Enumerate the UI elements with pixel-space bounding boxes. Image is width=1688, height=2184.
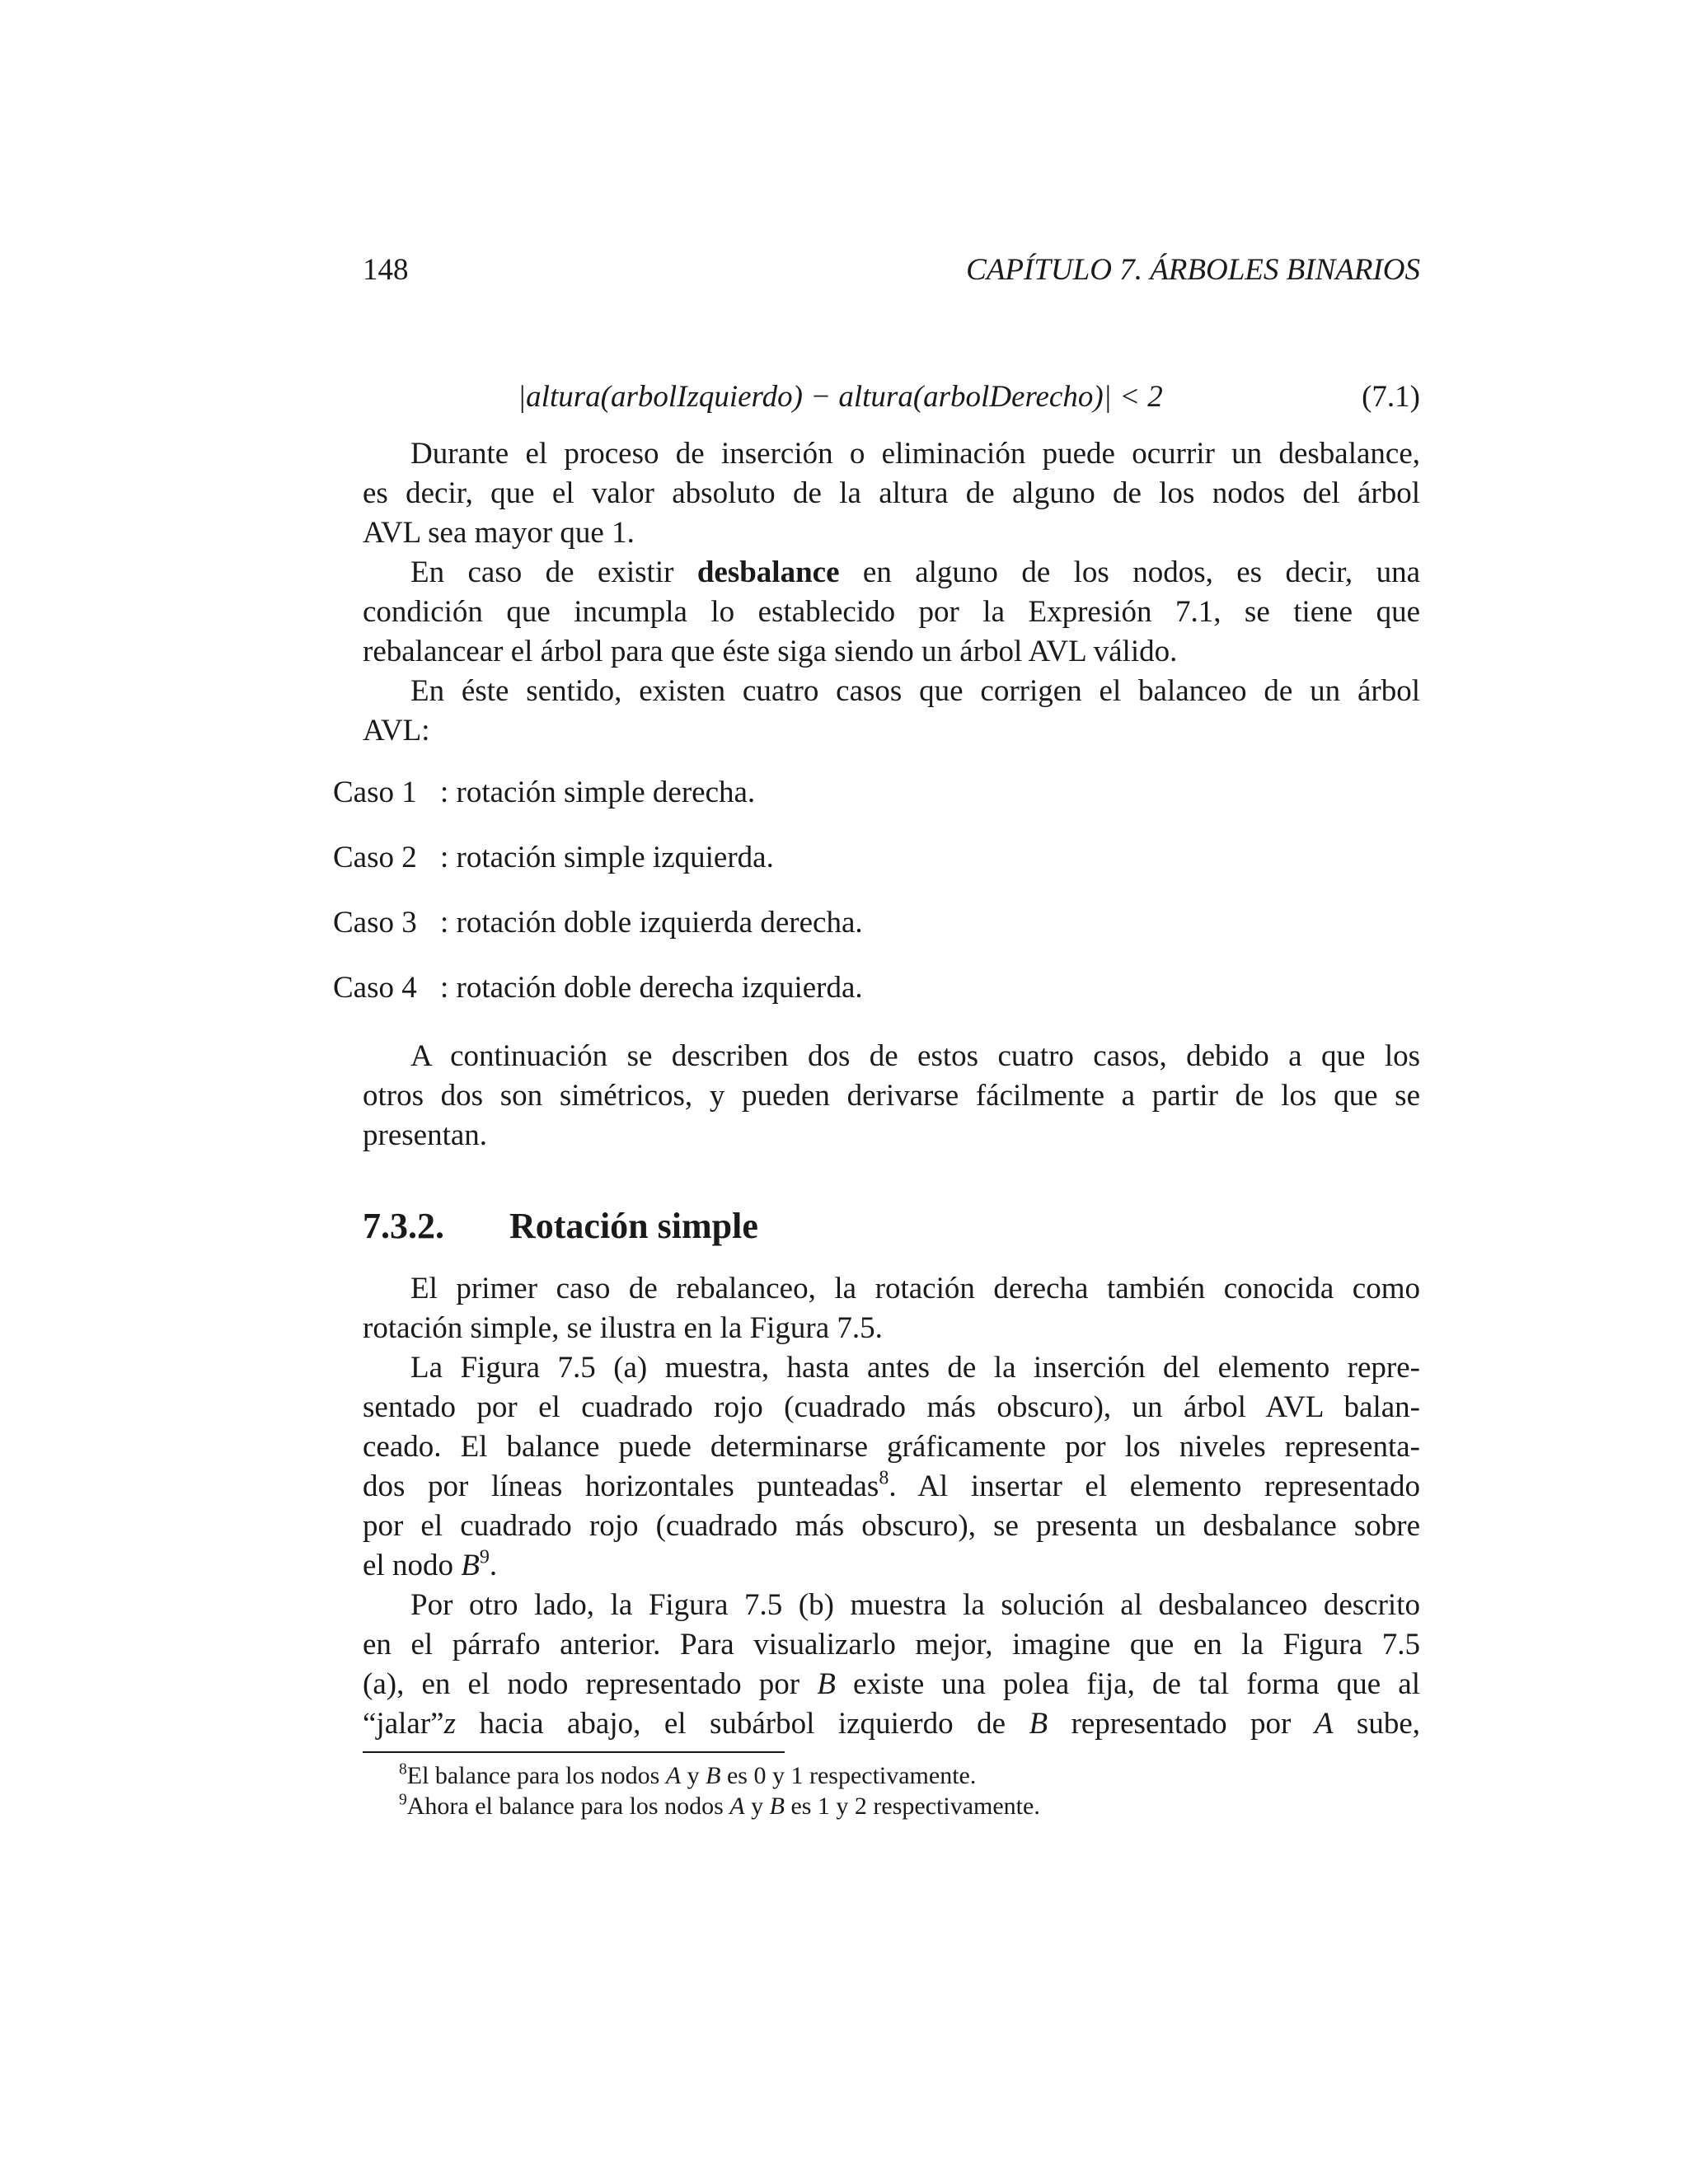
- footnote: [399, 1762, 976, 1790]
- text-run: es 1 y 2 respectivamente.: [784, 1793, 1040, 1820]
- text-run: en alguno de los nodos, es decir, una: [839, 555, 1420, 589]
- math-var: A: [665, 1762, 682, 1789]
- case-item: [333, 840, 774, 875]
- math-var: B: [1029, 1707, 1048, 1741]
- paragraph-desbalance: [363, 434, 1420, 553]
- case-text: : rotación simple derecha.: [440, 776, 756, 809]
- text-run: (a), en el nodo representado por: [363, 1667, 818, 1701]
- math-var: A: [729, 1793, 745, 1820]
- text-line: [363, 553, 1420, 593]
- text-run: es 0 y 1 respectivamente.: [720, 1762, 977, 1789]
- text-run: “jalar”: [363, 1707, 444, 1741]
- text-line: presentan.: [363, 1118, 488, 1152]
- equation-7-1: |altura(arbolIzquierdo) − altura(arbolDerecho)| < 2: [518, 380, 1163, 414]
- case-text: : rotación doble izquierda derecha.: [440, 906, 863, 940]
- footnote-mark: 8: [399, 1760, 407, 1779]
- text-line: sentado por el cuadrado rojo (cuadrado más obscuro), un árbol AVL balan-: [363, 1390, 1420, 1424]
- text-line: [363, 1704, 1420, 1744]
- paragraph-figura-b: [363, 1586, 1420, 1744]
- text-run: Ahora el balance para los nodos: [406, 1793, 730, 1820]
- text-run: existe una polea fija, de tal forma que al: [835, 1667, 1420, 1701]
- case-label: Caso 2: [333, 841, 417, 874]
- text-line: Por otro lado, la Figura 7.5 (b) muestra la solución al desbalanceo descrito: [410, 1588, 1420, 1622]
- math-var: B: [769, 1793, 785, 1820]
- text-line: Durante el proceso de inserción o eliminación puede ocurrir un desbalance,: [410, 437, 1420, 471]
- page-number: 148: [363, 253, 409, 287]
- text-run: sube,: [1333, 1707, 1420, 1741]
- case-label: Caso 3: [333, 906, 417, 940]
- case-label: Caso 4: [333, 971, 417, 1005]
- text-line: El primer caso de rebalanceo, la rotación derecha también conocida como: [410, 1272, 1420, 1305]
- footnote-mark: 9: [399, 1791, 407, 1809]
- text-run: .: [489, 1549, 498, 1582]
- section-number: 7.3.2.: [363, 1206, 444, 1246]
- text-line: ceado. El balance puede determinarse gráficamente por los niveles representa-: [363, 1430, 1420, 1464]
- text-line: En éste sentido, existen cuatro casos que corrigen el balanceo de un árbol: [410, 674, 1420, 708]
- case-text: : rotación simple izquierda.: [440, 841, 774, 874]
- text-line: condición que incumpla lo establecido por la Expresión 7.1, se tiene que: [363, 595, 1420, 629]
- math-var: B: [706, 1762, 721, 1789]
- text-line: [363, 1467, 1420, 1507]
- text-line: es decir, que el valor absoluto de la altura de alguno de los nodos del árbol: [363, 476, 1420, 510]
- case-item: [333, 905, 863, 940]
- text-run: hacia abajo, el subárbol izquierdo de: [455, 1707, 1029, 1741]
- case-item: [333, 775, 755, 810]
- section-heading: [363, 1205, 758, 1247]
- text-line: AVL:: [363, 714, 430, 748]
- case-item: [333, 970, 863, 1005]
- paragraph-figura-a: [363, 1348, 1420, 1586]
- math-var: A: [1314, 1707, 1334, 1741]
- text-line: [363, 1546, 1420, 1586]
- text-run: En caso de existir: [410, 555, 697, 589]
- case-text: : rotación doble derecha izquierda.: [440, 971, 863, 1005]
- text-line: AVL sea mayor que 1.: [363, 516, 635, 550]
- text-run: el nodo: [363, 1549, 462, 1582]
- text-line: otros dos son simétricos, y pueden derivarse fácilmente a partir de los que se: [363, 1079, 1420, 1113]
- math-var: z: [443, 1707, 456, 1741]
- text-line: A continuación se describen dos de estos cuatro casos, debido a que los: [410, 1039, 1420, 1073]
- text-run: y: [744, 1793, 770, 1820]
- text-run: dos por líneas horizontales punteadas: [363, 1469, 879, 1503]
- text-line: [363, 1665, 1420, 1704]
- text-line: La Figura 7.5 (a) muestra, hasta antes de la inserción del elemento repre-: [410, 1351, 1420, 1385]
- text-line: en el párrafo anterior. Para visualizarlo mejor, imagine que en la Figura 7.5: [363, 1628, 1420, 1661]
- paragraph-existir-desbalance: [363, 553, 1420, 672]
- paragraph-cuatro-casos: [363, 672, 1420, 751]
- footnote-rule: [363, 1751, 785, 1753]
- section-title: Rotación simple: [509, 1206, 758, 1246]
- text-line: rebalancear el árbol para que éste siga siendo un árbol AVL válido.: [363, 635, 1178, 668]
- chapter-header: CAPÍTULO 7. ÁRBOLES BINARIOS: [966, 253, 1420, 287]
- text-run: El balance para los nodos: [406, 1762, 666, 1789]
- footnote: [399, 1793, 1040, 1821]
- footnote-ref: 8: [879, 1467, 889, 1489]
- bold-term: desbalance: [696, 555, 840, 589]
- footnote-ref: 9: [479, 1546, 490, 1568]
- text-run: . Al insertar el elemento representado: [889, 1469, 1420, 1503]
- text-run: representado por: [1048, 1707, 1315, 1741]
- math-var: B: [461, 1549, 480, 1582]
- math-var: B: [817, 1667, 836, 1701]
- equation-number: (7.1): [1362, 380, 1420, 414]
- paragraph-continuacion: [363, 1037, 1420, 1155]
- text-line: por el cuadrado rojo (cuadrado más obscuro), se presenta un desbalance sobre: [363, 1509, 1420, 1543]
- text-run: y: [681, 1762, 706, 1789]
- text-line: rotación simple, se ilustra en la Figura 7.5.: [363, 1311, 883, 1345]
- case-label: Caso 1: [333, 776, 417, 809]
- paragraph-primer-caso: [363, 1269, 1420, 1348]
